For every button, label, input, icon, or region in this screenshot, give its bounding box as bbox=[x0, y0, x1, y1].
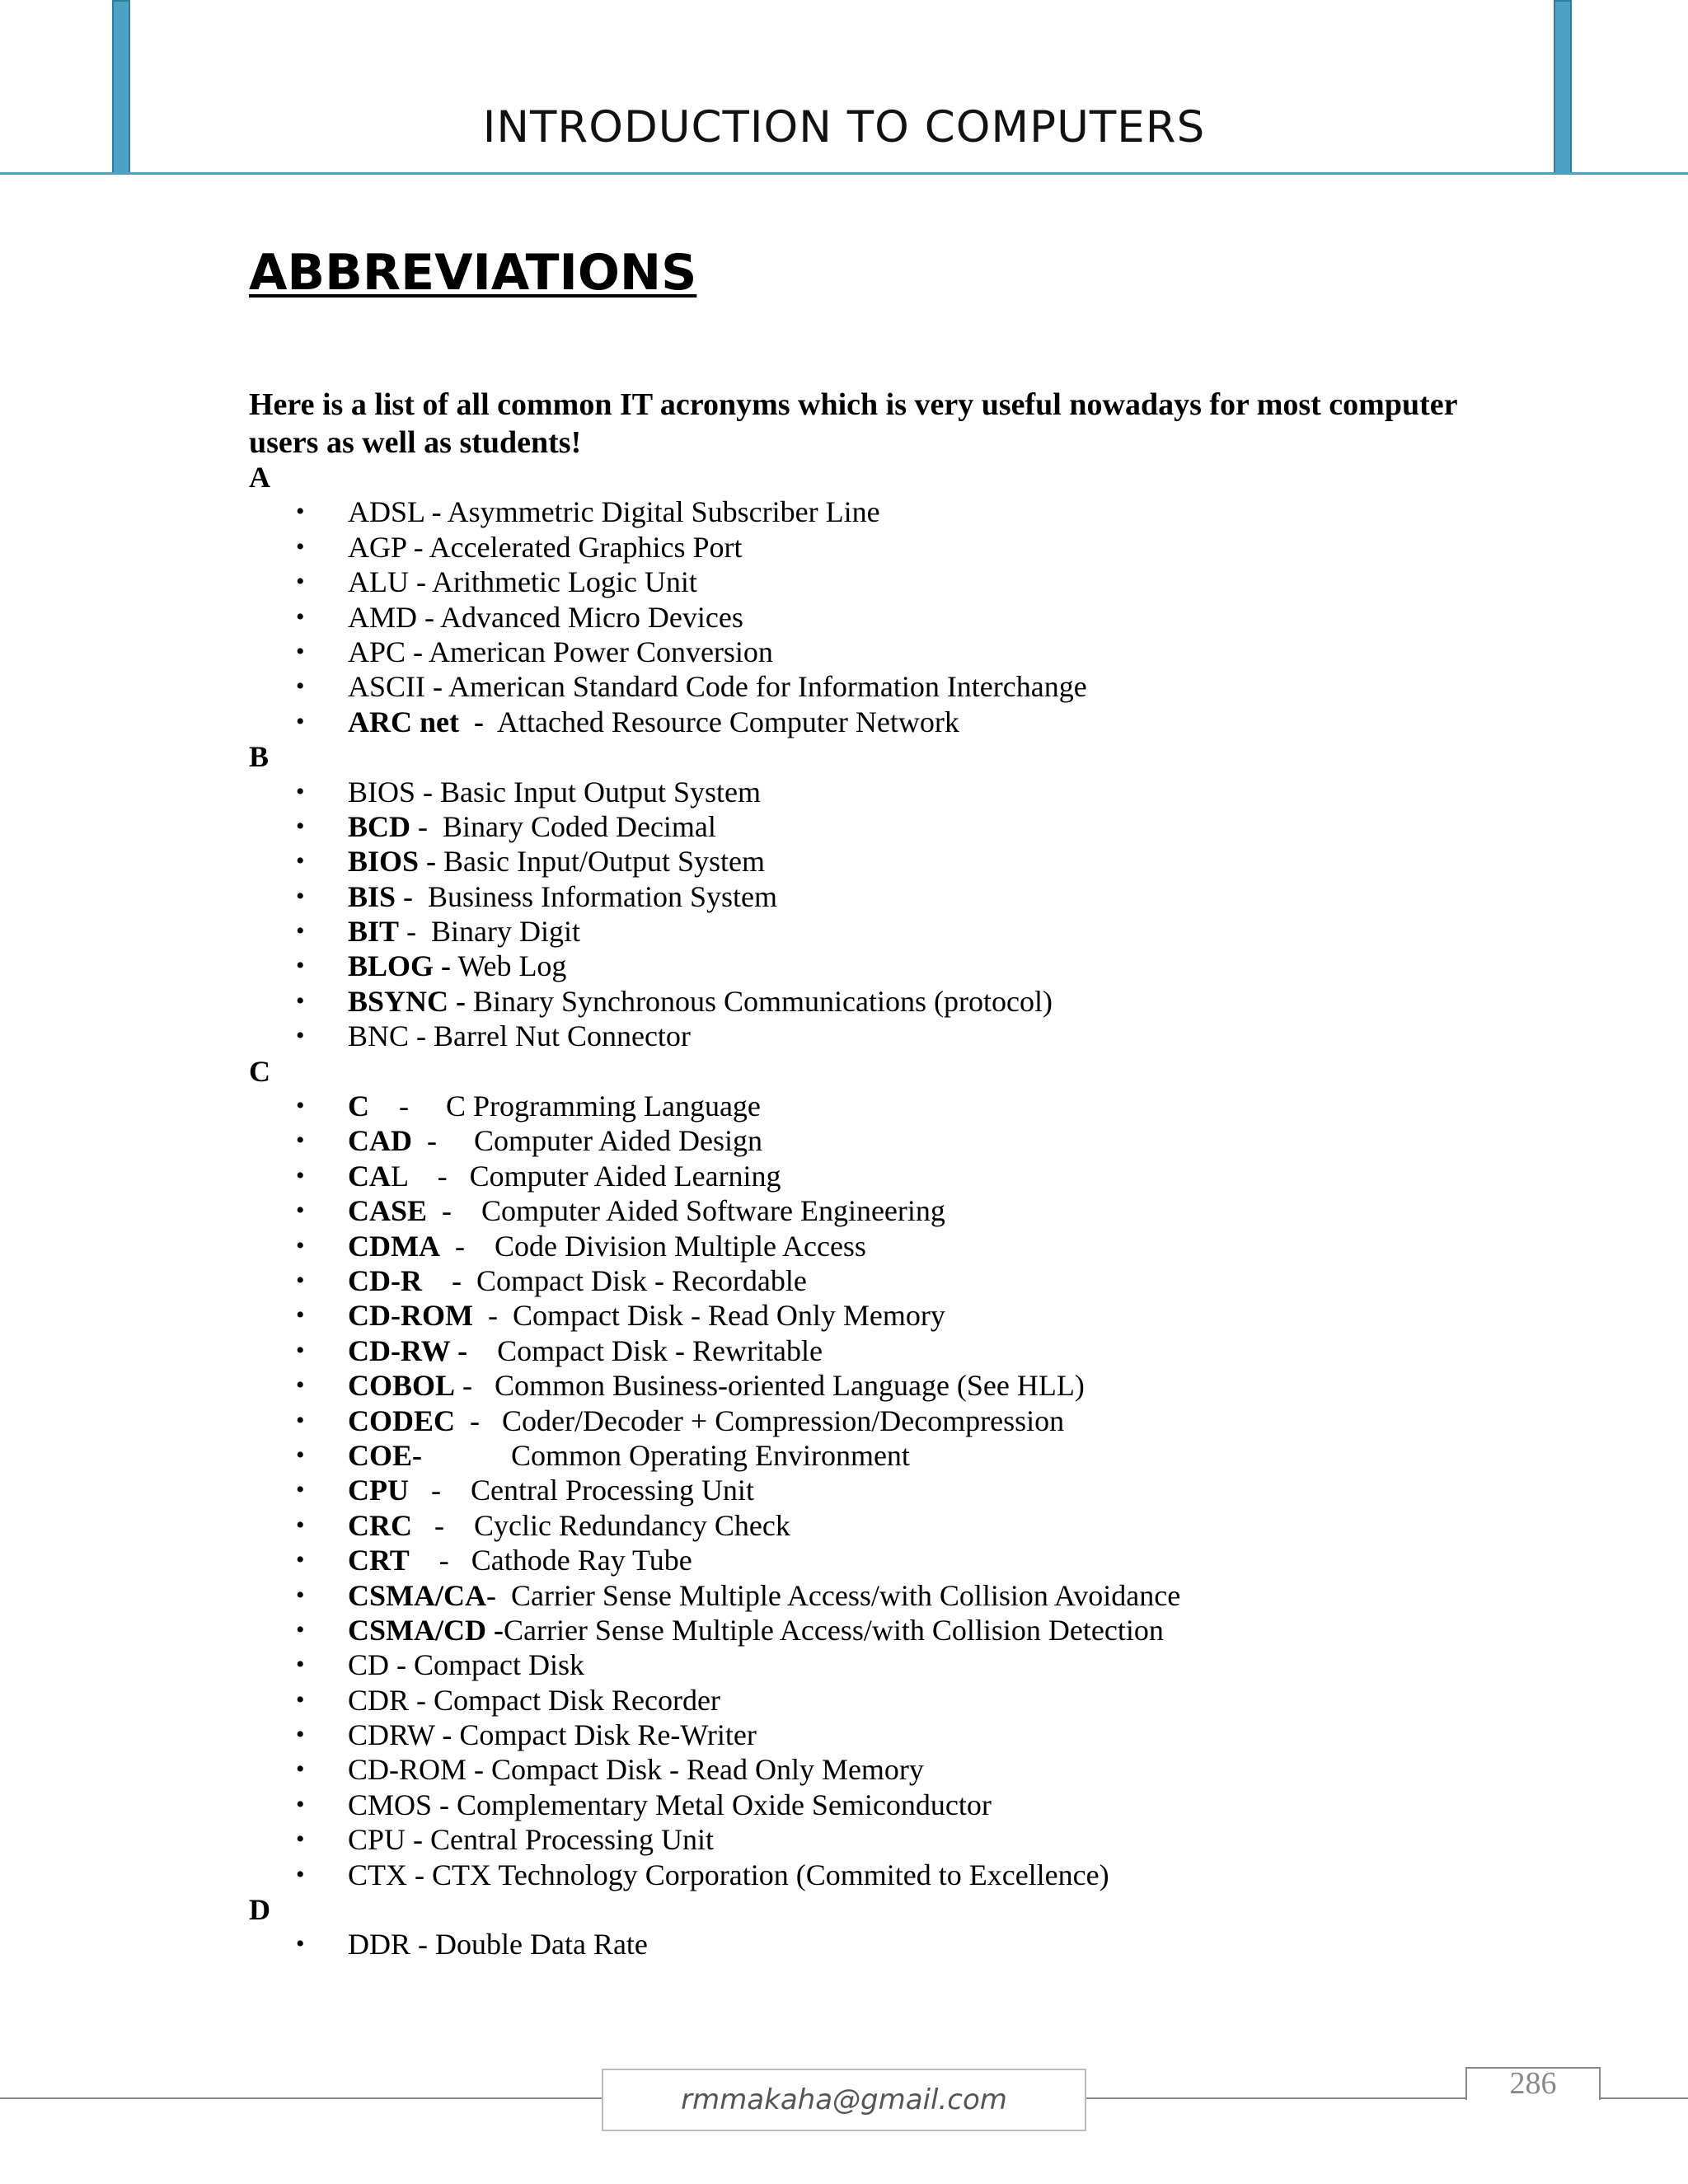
abbreviation-list bbox=[249, 1089, 1568, 1892]
abbreviation-text: CD-ROM - Compact Disk - Read Only Memory bbox=[348, 1753, 924, 1787]
bullet-icon: • bbox=[296, 1406, 305, 1434]
abbreviation-text: - Computer Aided Software Engineering bbox=[427, 1194, 945, 1228]
bullet-icon: • bbox=[296, 673, 305, 701]
abbreviation-text: - Binary Digit bbox=[399, 915, 581, 949]
list-item bbox=[249, 809, 1568, 844]
abbreviation-text: - Code Division Multiple Access bbox=[439, 1229, 866, 1263]
bullet-icon: • bbox=[296, 1790, 305, 1818]
list-item bbox=[249, 1647, 1568, 1682]
footer-rule-right bbox=[1599, 2097, 1688, 2099]
list-item bbox=[249, 1193, 1568, 1228]
bullet-icon: • bbox=[296, 1266, 305, 1294]
bullet-icon: • bbox=[296, 1685, 305, 1713]
bullet-icon: • bbox=[296, 707, 305, 735]
bullet-icon: • bbox=[296, 1615, 305, 1643]
abbreviation-text: - Cathode Ray Tube bbox=[409, 1544, 692, 1577]
abbreviation-text: Common Operating Environment bbox=[422, 1438, 910, 1472]
bullet-icon: • bbox=[296, 847, 305, 875]
abbreviation-text: CDR - Compact Disk Recorder bbox=[348, 1683, 720, 1717]
list-item bbox=[249, 1089, 1568, 1123]
list-item bbox=[249, 844, 1568, 879]
abbreviation-term: CPU bbox=[348, 1474, 409, 1507]
abbreviation-term: BCD bbox=[348, 809, 411, 843]
abbreviation-text: - Binary Coded Decimal bbox=[410, 809, 716, 843]
bullet-icon: • bbox=[296, 1651, 305, 1679]
list-item bbox=[249, 1229, 1568, 1263]
list-item bbox=[249, 1368, 1568, 1403]
abbreviation-term: CA bbox=[348, 1159, 391, 1193]
page-number: 286 bbox=[1509, 2066, 1557, 2101]
group-letter: D bbox=[249, 1893, 270, 1927]
abbreviation-text: CD - Compact Disk bbox=[348, 1648, 584, 1682]
bullet-icon: • bbox=[296, 602, 305, 630]
list-item bbox=[249, 635, 1568, 669]
abbreviation-text: - Carrier Sense Multiple Access/with Collision Avoidance bbox=[486, 1578, 1181, 1612]
list-item bbox=[249, 1858, 1568, 1892]
abbreviation-term: CD-R bbox=[348, 1263, 422, 1297]
abbreviation-term: BSYNC - bbox=[348, 984, 467, 1018]
list-item bbox=[249, 600, 1568, 635]
abbreviation-text: - Central Processing Unit bbox=[409, 1474, 754, 1507]
abbreviation-text: CDRW - Compact Disk Re-Writer bbox=[348, 1718, 757, 1752]
abbreviation-text: Binary Synchronous Communications (protocol) bbox=[466, 984, 1053, 1018]
list-item bbox=[249, 1473, 1568, 1507]
abbreviation-text: CPU - Central Processing Unit bbox=[348, 1823, 714, 1857]
abbreviation-text: CTX - CTX Technology Corporation (Commited to Excellence) bbox=[348, 1858, 1109, 1891]
bullet-icon: • bbox=[296, 1127, 305, 1155]
abbreviation-text: DDR - Double Data Rate bbox=[348, 1928, 648, 1961]
abbreviation-text: - Computer Aided Design bbox=[412, 1124, 762, 1158]
list-item bbox=[249, 1822, 1568, 1857]
list-item bbox=[249, 1752, 1568, 1787]
footer-rule-left bbox=[0, 2097, 602, 2099]
bullet-icon: • bbox=[296, 882, 305, 910]
footer-rule-middle bbox=[1086, 2097, 1465, 2099]
abbreviation-text: ASCII - American Standard Code for Information Interchange bbox=[348, 670, 1087, 704]
bullet-icon: • bbox=[296, 1092, 305, 1120]
abbreviation-text: - Compact Disk - Read Only Memory bbox=[472, 1299, 945, 1333]
bullet-icon: • bbox=[296, 952, 305, 980]
abbreviation-text: ADSL - Asymmetric Digital Subscriber Line bbox=[348, 495, 880, 529]
abbreviation-term: ARC net - bbox=[348, 705, 484, 738]
list-item bbox=[249, 530, 1568, 565]
list-item bbox=[249, 1578, 1568, 1613]
abbreviation-term: CDMA bbox=[348, 1229, 440, 1263]
abbreviation-term: COBOL bbox=[348, 1369, 456, 1403]
list-item bbox=[249, 1438, 1568, 1473]
bullet-icon: • bbox=[296, 1546, 305, 1574]
abbreviation-term: CD-RW - bbox=[348, 1333, 468, 1367]
list-item bbox=[249, 494, 1568, 529]
abbreviation-term: CRT bbox=[348, 1544, 410, 1577]
list-item bbox=[249, 1019, 1568, 1053]
abbreviation-term: CRC bbox=[348, 1508, 412, 1542]
list-item bbox=[249, 879, 1568, 914]
list-item bbox=[249, 1508, 1568, 1543]
abbreviation-list bbox=[249, 775, 1568, 1054]
abbreviation-text: - C Programming Language bbox=[369, 1090, 761, 1123]
list-item bbox=[249, 1298, 1568, 1333]
bullet-icon: • bbox=[296, 568, 305, 596]
list-item bbox=[249, 914, 1568, 949]
abbreviation-text: - Coder/Decoder + Compression/Decompression bbox=[455, 1404, 1065, 1437]
list-item bbox=[249, 669, 1568, 704]
bullet-icon: • bbox=[296, 1441, 305, 1469]
abbreviation-term: CD-ROM bbox=[348, 1299, 473, 1333]
group-letter: A bbox=[249, 461, 270, 494]
abbreviation-text: AGP - Accelerated Graphics Port bbox=[348, 530, 743, 564]
bullet-icon: • bbox=[296, 1301, 305, 1329]
bullet-icon: • bbox=[296, 1755, 305, 1783]
abbreviation-term: C bbox=[348, 1090, 369, 1123]
bullet-icon: • bbox=[296, 1161, 305, 1189]
abbreviation-groups bbox=[249, 460, 1568, 1962]
abbreviation-text: - Compact Disk - Recordable bbox=[421, 1263, 807, 1297]
abbreviation-text: - Common Business-oriented Language (See HLL) bbox=[455, 1369, 1085, 1403]
list-item bbox=[249, 775, 1568, 809]
bullet-icon: • bbox=[296, 987, 305, 1015]
abbreviation-list bbox=[249, 494, 1568, 739]
bullet-icon: • bbox=[296, 637, 305, 665]
abbreviation-term: CSMA/CD - bbox=[348, 1613, 504, 1647]
abbreviation-text: ALU - Arithmetic Logic Unit bbox=[348, 565, 697, 599]
list-item bbox=[249, 1927, 1568, 1961]
abbreviation-term: CSMA/CA bbox=[348, 1578, 486, 1612]
list-item bbox=[249, 1263, 1568, 1298]
page-heading: ABBREVIATIONS bbox=[249, 244, 697, 302]
list-item bbox=[249, 1404, 1568, 1438]
bullet-icon: • bbox=[296, 1336, 305, 1364]
bullet-icon: • bbox=[296, 1476, 305, 1504]
intro-paragraph: Here is a list of all common IT acronyms which is very useful nowadays for most computer users as well as students! bbox=[249, 387, 1457, 460]
group-letter: C bbox=[249, 1054, 270, 1088]
abbreviation-list bbox=[249, 1927, 1568, 1961]
abbreviation-term: BLOG - bbox=[348, 949, 452, 983]
abbreviation-text: BIOS - Basic Input Output System bbox=[348, 775, 761, 808]
bullet-icon: • bbox=[296, 532, 305, 560]
list-item bbox=[249, 1613, 1568, 1647]
bullet-icon: • bbox=[296, 1197, 305, 1225]
header-rule bbox=[0, 172, 1688, 175]
list-item bbox=[249, 1788, 1568, 1822]
abbreviation-text: APC - American Power Conversion bbox=[348, 635, 773, 668]
bullet-icon: • bbox=[296, 777, 305, 805]
list-item bbox=[249, 1543, 1568, 1577]
abbreviation-term: CAD bbox=[348, 1124, 412, 1158]
abbreviation-term: COE- bbox=[348, 1438, 422, 1472]
abbreviation-text: AMD - Advanced Micro Devices bbox=[348, 600, 743, 634]
list-item bbox=[249, 949, 1568, 983]
bullet-icon: • bbox=[296, 1825, 305, 1854]
abbreviation-text: Web Log bbox=[451, 949, 567, 983]
abbreviation-text: CMOS - Complementary Metal Oxide Semiconductor bbox=[348, 1788, 992, 1821]
running-header-title: INTRODUCTION TO COMPUTERS bbox=[482, 102, 1206, 152]
abbreviation-term: BIT bbox=[348, 915, 400, 949]
bullet-icon: • bbox=[296, 498, 305, 526]
bullet-icon: • bbox=[296, 1231, 305, 1259]
abbreviation-text: - Cyclic Redundancy Check bbox=[412, 1508, 790, 1542]
list-item bbox=[249, 1683, 1568, 1718]
bullet-icon: • bbox=[296, 1581, 305, 1609]
abbreviation-text: BNC - Barrel Nut Connector bbox=[348, 1019, 691, 1053]
bullet-icon: • bbox=[296, 917, 305, 945]
list-item bbox=[249, 984, 1568, 1019]
list-item bbox=[249, 1123, 1568, 1158]
list-item bbox=[249, 565, 1568, 599]
bullet-icon: • bbox=[296, 812, 305, 840]
abbreviation-term: BIOS - bbox=[348, 845, 437, 879]
group-letter: B bbox=[249, 740, 270, 774]
abbreviation-text: Carrier Sense Multiple Access/with Collision Detection bbox=[503, 1613, 1164, 1647]
abbreviation-text: Attached Resource Computer Network bbox=[483, 705, 959, 738]
abbreviation-term: CODEC bbox=[348, 1404, 456, 1437]
abbreviation-text: L - Computer Aided Learning bbox=[391, 1159, 781, 1193]
bullet-icon: • bbox=[296, 1860, 305, 1888]
list-item bbox=[249, 705, 1568, 739]
bullet-icon: • bbox=[296, 1721, 305, 1749]
list-item bbox=[249, 1333, 1568, 1368]
list-item bbox=[249, 1718, 1568, 1752]
bullet-icon: • bbox=[296, 1022, 305, 1050]
bullet-icon: • bbox=[296, 1930, 305, 1958]
abbreviation-term: CASE bbox=[348, 1194, 428, 1228]
list-item bbox=[249, 1159, 1568, 1193]
abbreviation-text: Compact Disk - Rewritable bbox=[467, 1333, 823, 1367]
abbreviation-text: Basic Input/Output System bbox=[436, 845, 766, 879]
bullet-icon: • bbox=[296, 1371, 305, 1399]
abbreviation-text: - Business Information System bbox=[396, 879, 778, 913]
footer-email: rmmakaha@gmail.com bbox=[602, 2069, 1086, 2131]
bullet-icon: • bbox=[296, 1511, 305, 1539]
abbreviation-term: BIS bbox=[348, 879, 396, 913]
